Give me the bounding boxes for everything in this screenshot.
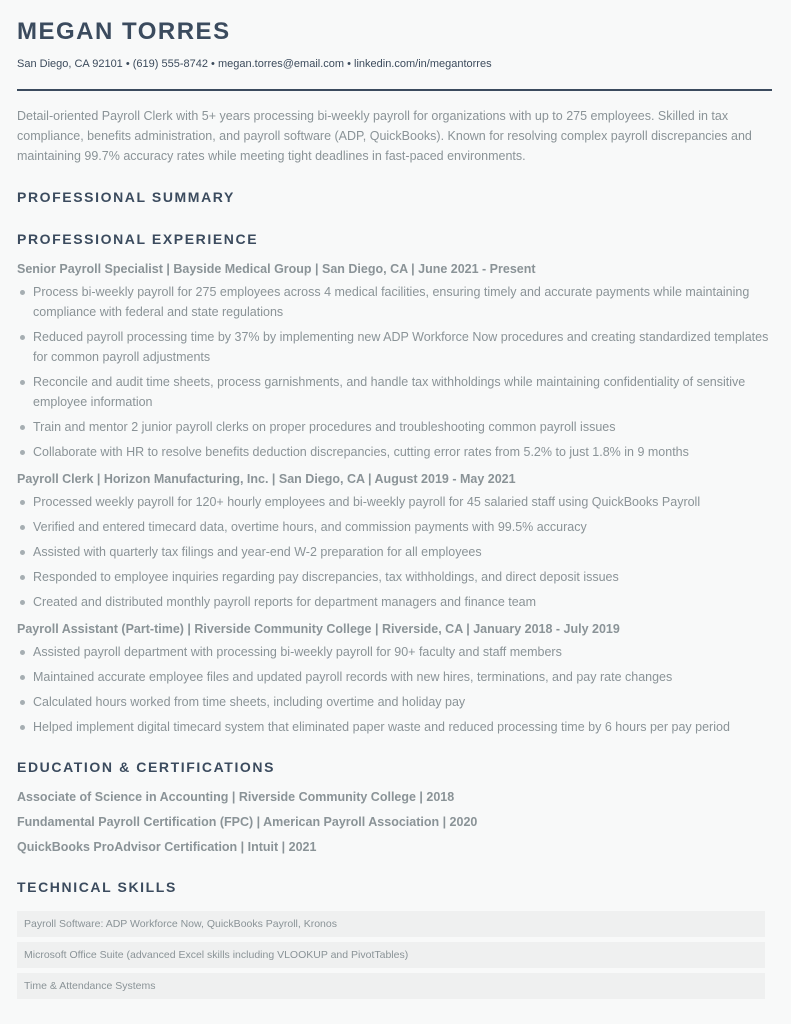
list-item: Helped implement digital timecard system that eliminated paper waste and reduced processing time by 6 hours per pay period [17,717,778,737]
candidate-name: MEGAN TORRES [17,18,231,45]
skill-item: Time & Attendance Systems [17,973,765,999]
list-item: Assisted with quarterly tax filings and year-end W-2 preparation for all employees [17,542,778,562]
contact-line: San Diego, CA 92101 • (619) 555-8742 • megan.torres@email.com • linkedin.com/in/megantorres [17,58,492,70]
list-item: Collaborate with HR to resolve benefits deduction discrepancies, cutting error rates from 5.2% to just 1.8% in 9 months [17,442,778,462]
job-entry [17,471,774,612]
education-list [17,789,774,855]
list-item: Reconcile and audit time sheets, process garnishments, and handle tax withholdings while maintaining confidentiality of sensitive employee information [17,372,778,412]
header-divider [17,89,772,91]
skill-item: Payroll Software: ADP Workforce Now, QuickBooks Payroll, Kronos [17,911,765,937]
list-item: Processed weekly payroll for 120+ hourly employees and bi-weekly payroll for 45 salaried staff using QuickBooks Payroll [17,492,778,512]
job-bullets [17,282,774,462]
education-item: Associate of Science in Accounting | Riverside Community College | 2018 [17,790,455,804]
job-entry [17,261,774,462]
section-title-summary: PROFESSIONAL SUMMARY [17,189,235,205]
education-item: QuickBooks ProAdvisor Certification | Intuit | 2021 [17,840,317,854]
education-item: Fundamental Payroll Certification (FPC) | American Payroll Association | 2020 [17,815,478,829]
job-title: Payroll Assistant (Part-time) | Riverside Community College | Riverside, CA | January 2018 - July 2019 [17,622,620,636]
job-title: Payroll Clerk | Horizon Manufacturing, Inc. | San Diego, CA | August 2019 - May 2021 [17,472,516,486]
job-bullets [17,642,774,737]
list-item: Reduced payroll processing time by 37% by implementing new ADP Workforce Now procedures and creating standardized templates for common payroll adjustments [17,327,778,367]
skill-item: Microsoft Office Suite (advanced Excel skills including VLOOKUP and PivotTables) [17,942,765,968]
list-item: Process bi-weekly payroll for 275 employees across 4 medical facilities, ensuring timely and accurate payments while maintaining compliance with federal and state regulations [17,282,778,322]
job-bullets [17,492,774,612]
intro-paragraph: Detail-oriented Payroll Clerk with 5+ years processing bi-weekly payroll for organizations with up to 275 employees. Skilled in tax compliance, benefits administration, and payroll software (ADP, QuickBooks). Known for resolving complex payroll discrepancies and maintaining 99.7% accuracy rates while meeting tight deadlines in fast-paced environments. [17,109,752,163]
list-item: Maintained accurate employee files and updated payroll records with new hires, terminations, and pay rate changes [17,667,778,687]
job-title: Senior Payroll Specialist | Bayside Medical Group | San Diego, CA | June 2021 - Present [17,262,536,276]
list-item: Created and distributed monthly payroll reports for department managers and finance team [17,592,778,612]
section-title-education: EDUCATION & CERTIFICATIONS [17,759,276,775]
skills-list [17,911,774,999]
list-item: Assisted payroll department with processing bi-weekly payroll for 90+ faculty and staff members [17,642,778,662]
job-entry [17,621,774,737]
section-title-experience: PROFESSIONAL EXPERIENCE [17,231,259,247]
list-item: Train and mentor 2 junior payroll clerks on proper procedures and troubleshooting common payroll issues [17,417,778,437]
list-item: Responded to employee inquiries regarding pay discrepancies, tax withholdings, and direct deposit issues [17,567,778,587]
list-item: Calculated hours worked from time sheets, including overtime and holiday pay [17,692,778,712]
list-item: Verified and entered timecard data, overtime hours, and commission payments with 99.5% accuracy [17,517,778,537]
section-title-skills: TECHNICAL SKILLS [17,879,177,895]
